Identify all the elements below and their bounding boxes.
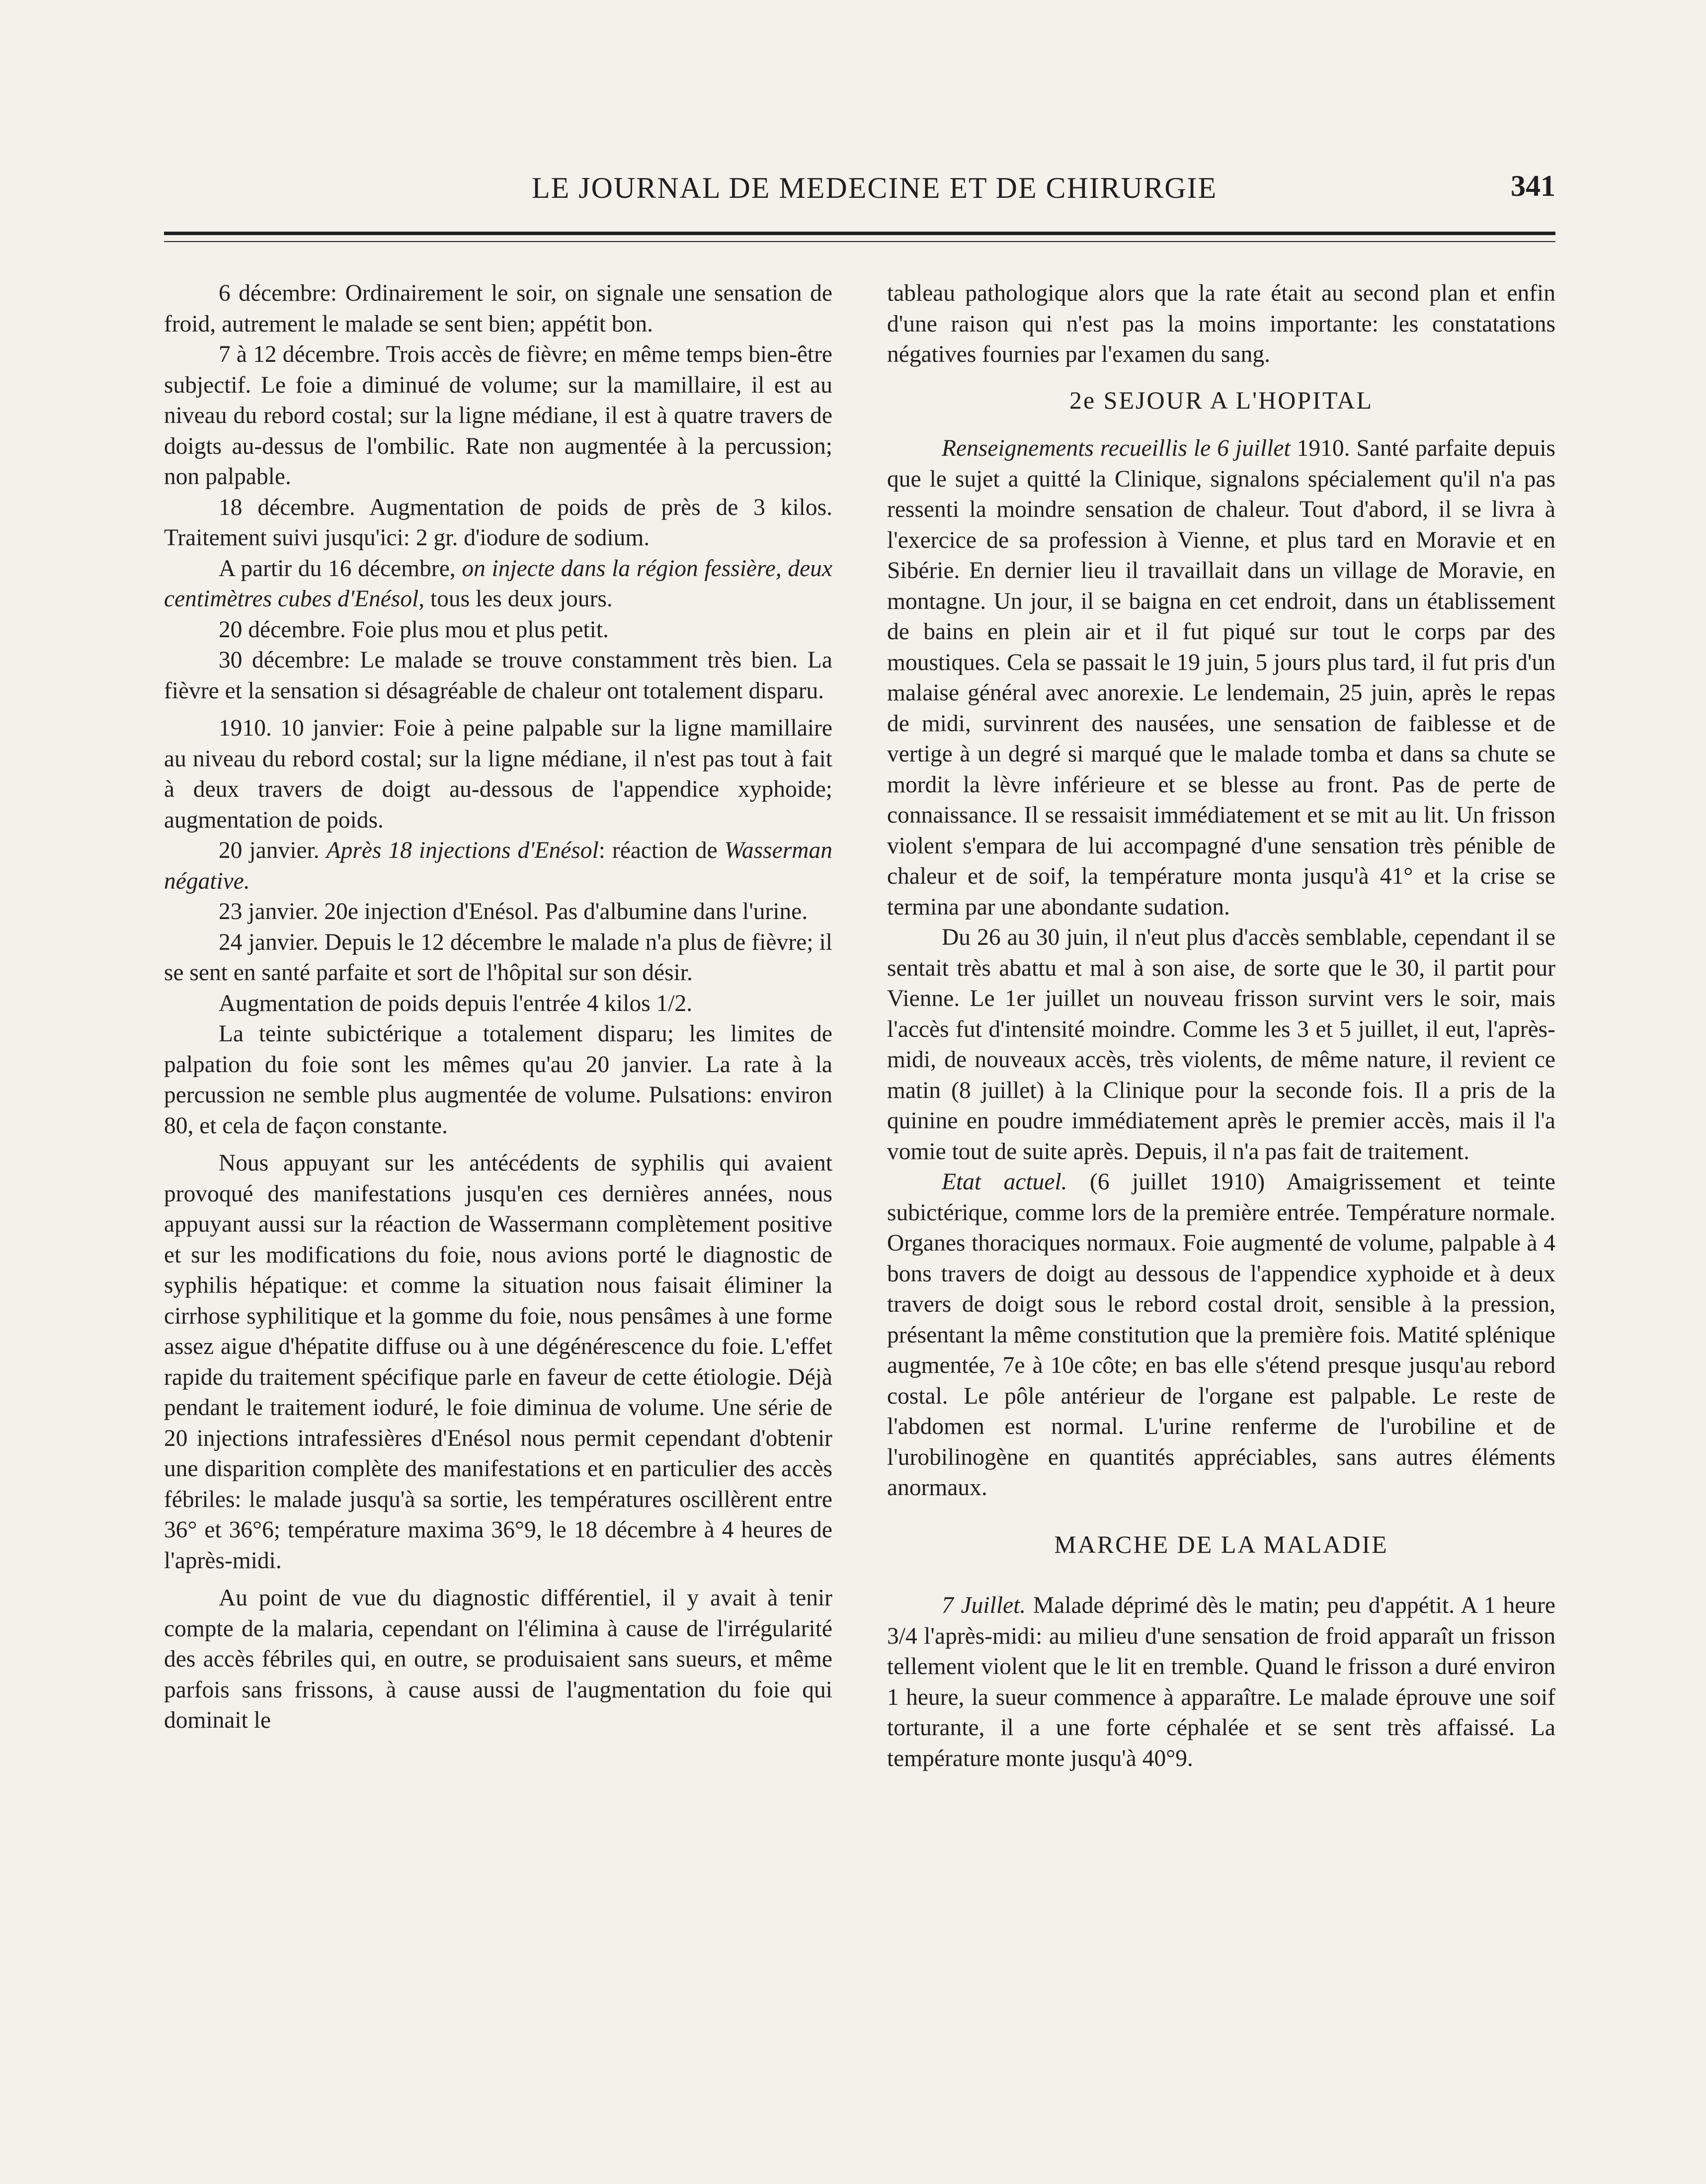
section-heading: 2e SEJOUR A L'HOPITAL: [1069, 386, 1374, 414]
text-run: : réaction de: [598, 838, 718, 863]
header-rule-thin: [164, 241, 1555, 242]
paragraph: 6 décembre: Ordinairement le soir, on signale une sensation de froid, autrement le malade se sent bien; appétit bon.: [164, 280, 832, 337]
text-run: A partir du 16 décembre,: [219, 555, 456, 582]
left-column: [164, 278, 832, 2068]
italic-run: on injecte dans la région fessière, deux centimètres cubes d'Enésol,: [164, 555, 832, 612]
paragraph: tableau pathologique alors que la rate était au second plan et enfin d'une raison qui n'est pas la moins importante: les constatations négatives fournies par l'examen du sang.: [887, 280, 1555, 367]
italic-run: 7 Juillet.: [942, 1593, 1026, 1618]
paragraph: 24 janvier. Depuis le 12 décembre le malade n'a plus de fièvre; il se sent en santé parfaite et sort de l'hôpital sur son désir.: [164, 929, 832, 986]
paragraph: [887, 1167, 1555, 1504]
text-run: Malade déprimé dès le matin; peu d'appétit. A 1 heure 3/4 l'après-midi: au milieu d'une sensation de froid apparaît un frisson tellement violent que le lit en tremble. Quand le frisson a duré environ 1 heure, la sueur commence à apparaître. Le malade éprouve une soif torturante, il a une forte céphalée et se sent très affaissé. La température monte jusqu'à 40°9.: [887, 1593, 1555, 1771]
page-header: [164, 164, 1555, 214]
paragraph: Du 26 au 30 juin, il n'eut plus d'accès semblable, cependant il se sentait très abattu et mal à son aise, de sorte que le 30, il partit pour Vienne. Le 1er juillet un nouveau frisson survint vers le soir, mais l'accès fut d'intensité moindre. Comme les 3 et 5 juillet, il eut, l'après-midi, de nouveaux accès, très violents, de même nature, il revient ce matin (8 juillet) à la Clinique pour la seconde fois. Il a pris de la quinine en poudre immédiatement après le premier accès, mais il l'a vomie tout de suite après. Depuis, il n'a pas fait de traitement.: [887, 924, 1555, 1165]
right-column: [887, 278, 1555, 2068]
paragraph: La teinte subictérique a totalement disparu; les limites de palpation du foie sont les mêmes qu'au 20 janvier. La rate à la percussion ne semble plus augmentée de volume. Pulsations: environ 80, et cela de façon constante.: [164, 1021, 832, 1139]
text-run: 20 janvier.: [219, 838, 320, 863]
paragraph: Augmentation de poids depuis l'entrée 4 kilos 1/2.: [219, 990, 693, 1016]
paragraph: 30 décembre: Le malade se trouve constamment très bien. La fièvre et la sensation si désagréable de chaleur ont totalement disparu.: [164, 647, 832, 704]
paragraph: 1910. 10 janvier: Foie à peine palpable sur la ligne mamillaire au niveau du rebord costal; sur la ligne médiane, il n'est pas tout à fait à deux travers de doigt au-dessous de l'appendice xyphoide; augmentation de poids.: [164, 715, 832, 833]
running-title: LE JOURNAL DE MEDECINE ET DE CHIRURGIE: [532, 171, 1218, 204]
paragraph: 20 décembre. Foie plus mou et plus petit.: [219, 616, 609, 643]
paragraph: 7 à 12 décembre. Trois accès de fièvre; en même temps bien-être subjectif. Le foie a diminué de volume; sur la mamillaire, il est au niveau du rebord costal; sur la ligne médiane, il est à quatre travers de doigts au-dessus de l'ombilic. Rate non augmentée à la percussion; non palpable.: [164, 341, 832, 490]
text-run: tous les deux jours.: [430, 586, 613, 612]
italic-run: Renseignements recueillis le 6 juillet: [942, 435, 1291, 461]
section-heading: MARCHE DE LA MALADIE: [1054, 1530, 1388, 1558]
italic-run: Wasserman négative.: [164, 838, 832, 894]
text-run: (6 juillet 1910) Amaigrissement et teinte subictérique, comme lors de la première entrée. Température normale. Organes thoraciques normaux. Foie augmenté de volume, palpable à 4 bons travers de doigt au dessous de l'appendice xyphoide et à deux travers de doigt sous le rebord costal droit, sensible à la pression, présentant la même constitution que la première fois. Matité splénique augmentée, 7e à 10e côte; en bas elle s'étend presque jusqu'au rebord costal. Le pôle antérieur de l'organe est palpable. Le reste de l'abdomen est normal. L'urine renferme de l'urobiline et de l'urobilinogène en quantités appréciables, sans autres éléments anormaux.: [887, 1169, 1555, 1501]
paragraph: Nous appuyant sur les antécédents de syphilis qui avaient provoqué des manifestations jusqu'en ces dernières années, nous appuyant aussi sur la réaction de Wassermann complètement positive et sur les modifications du foie, nous avions porté le diagnostic de syphilis hépatique: et comme la situation nous faisait éliminer la cirrhose syphilitique et la gomme du foie, nous pensâmes à une forme assez aigue d'hépatite diffuse ou à une dégénérescence du foie. L'effet rapide du traitement spécifique parle en faveur de cette étiologie. Déjà pendant le traitement ioduré, le foie diminua de volume. Une série de 20 injections intrafessières d'Enésol nous permit cependant d'obtenir une disparition complète des manifestations et en particulier des accès fébriles: le malade jusqu'à sa sortie, les températures oscillèrent entre 36° et 36°6; température maxima 36°9, le 18 décembre à 4 heures de l'après-midi.: [164, 1150, 832, 1574]
paragraph: [887, 1591, 1555, 1774]
italic-run: Après 18 injections d'Enésol: [326, 838, 599, 863]
paragraph: [164, 836, 832, 897]
paragraph: 18 décembre. Augmentation de poids de près de 3 kilos. Traitement suivi jusqu'ici: 2 gr. d'iodure de sodium.: [164, 494, 832, 551]
paragraph: 23 janvier. 20e injection d'Enésol. Pas d'albumine dans l'urine.: [219, 899, 808, 924]
paragraph: [887, 433, 1555, 923]
page-number: 341: [1511, 169, 1555, 202]
paragraph: Au point de vue du diagnostic différentiel, il y avait à tenir compte de la malaria, cependant on l'élimina à cause de l'irrégularité des accès fébriles qui, en outre, se produisaient sans sueurs, et même parfois sans frissons, à cause aussi de l'augmentation du foie qui dominait le: [164, 1585, 832, 1733]
paragraph: [164, 554, 832, 615]
italic-run: Etat actuel.: [942, 1169, 1067, 1195]
text-run: 1910. Santé parfaite depuis que le sujet a quitté la Clinique, signalons spécialement qu'il n'a pas ressenti la moindre sensation de chaleur. Tout d'abord, il se livra à l'exercice de sa profession à Vienne, et plus tard en Moravie et en Sibérie. En dernier lieu il travaillait dans un village de Moravie, en montagne. Un jour, il se baigna en cet endroit, dans un établissement de bains en plein air et il fut piqué sur tout le corps par des moustiques. Cela se passait le 19 juin, 5 jours plus tard, il fut pris d'un malaise général avec anorexie. Le lendemain, 25 juin, après le repas de midi, survinrent des nausées, une sensation de faiblesse et de vertige à un degré si marqué que le malade tomba et dans sa chute se mordit la lèvre inférieure et se blesse au front. Pas de perte de connaissance. Il se ressaisit immédiatement et se mit au lit. Un frisson violent s'empara de lui accompagné d'une sensation très pénible de chaleur et de soif, la température monta jusqu'à 41° et la crise se termina par une abondante sudation.: [887, 435, 1555, 920]
header-rule-thick: [164, 232, 1555, 235]
